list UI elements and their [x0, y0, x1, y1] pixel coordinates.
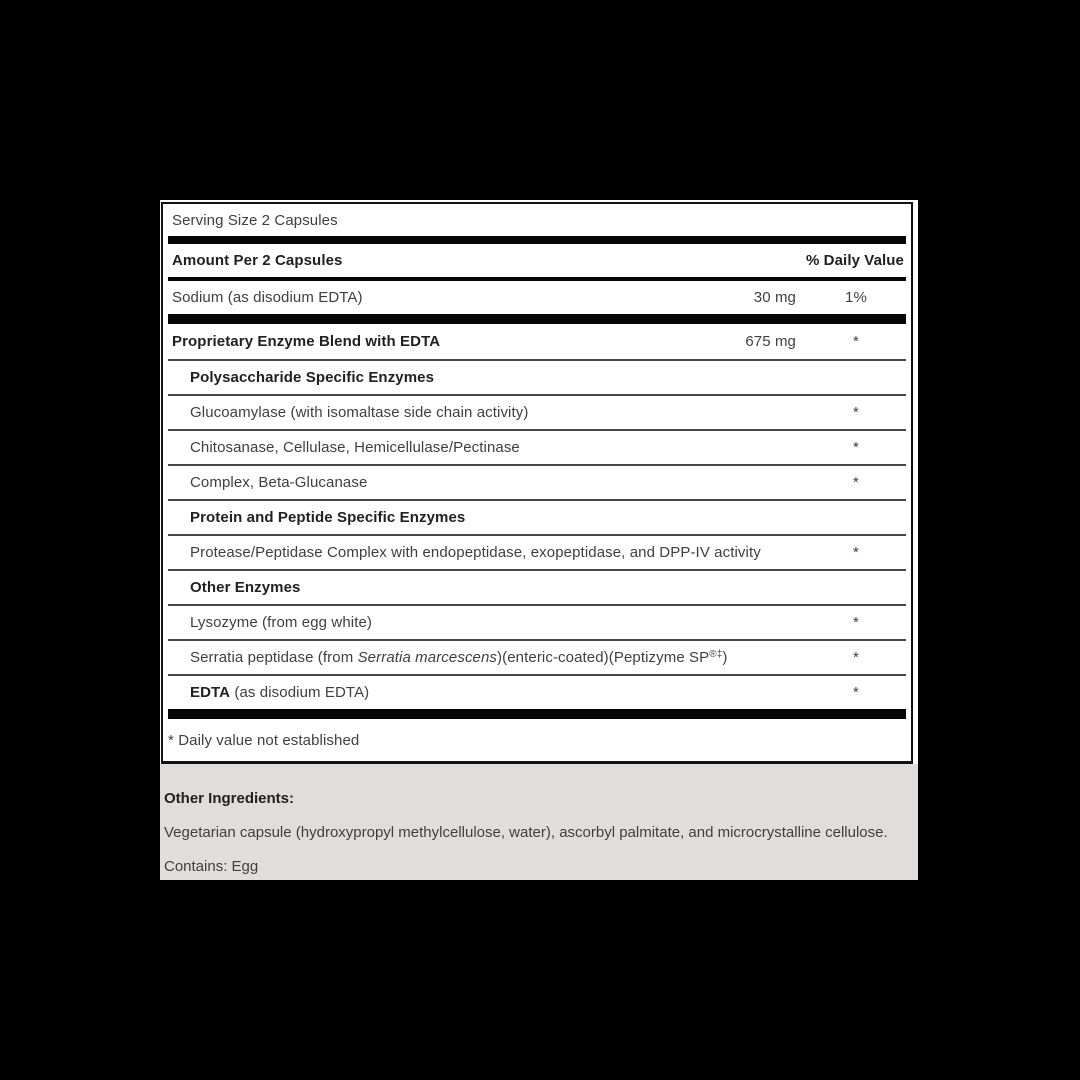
complex-name: Complex, Beta-Glucanase — [190, 474, 368, 491]
amount-per-header: Amount Per 2 Capsules — [172, 252, 343, 269]
serratia-species-italic: Serratia marcescens — [357, 649, 498, 666]
other-ingredients-section — [160, 764, 918, 880]
footnote-text: * Daily value not established — [168, 731, 360, 749]
sodium-daily-value: 1% — [845, 289, 867, 306]
daily-value-header: % Daily Value — [805, 252, 904, 269]
row-protease — [168, 534, 906, 569]
section-heading-other-enzymes — [168, 569, 906, 604]
divider-bar-thick — [168, 709, 906, 719]
column-header-row — [168, 244, 906, 277]
serratia-text-mid: )(enteric-coated)(Peptizyme SP — [497, 649, 710, 666]
edta-name-bold: EDTA — [190, 684, 231, 701]
lysozyme-name: Lysozyme (from egg white) — [190, 614, 373, 631]
serratia-name — [168, 649, 806, 666]
lysozyme-daily-value: * — [853, 614, 859, 631]
edta-name-rest: (as disodium EDTA) — [230, 684, 370, 701]
protease-name: Protease/Peptidase Complex with endopeptidase, exopeptidase, and DPP-IV activity — [190, 544, 761, 561]
serratia-trademark-superscript: ®‡ — [709, 649, 723, 660]
blend-name: Proprietary Enzyme Blend with EDTA — [172, 333, 441, 350]
footnote-row — [168, 719, 906, 761]
supplement-label — [160, 200, 918, 880]
row-proprietary-blend — [168, 324, 906, 359]
complex-daily-value: * — [853, 474, 859, 491]
serratia-daily-value: * — [853, 649, 859, 666]
edta-name — [168, 684, 806, 701]
row-complex-beta-glucanase — [168, 464, 906, 499]
row-sodium — [168, 281, 906, 314]
row-lysozyme — [168, 604, 906, 639]
row-edta — [168, 674, 906, 709]
glucoamylase-daily-value: * — [853, 404, 859, 421]
divider-bar-thick — [168, 236, 906, 244]
supplement-facts-panel — [160, 200, 918, 764]
protein-heading-text: Protein and Peptide Specific Enzymes — [190, 509, 466, 526]
serratia-text-post: ) — [722, 649, 728, 666]
section-heading-polysaccharide — [168, 359, 906, 394]
chitosanase-name: Chitosanase, Cellulase, Hemicellulase/Pectinase — [190, 439, 520, 456]
divider-bar-thick — [168, 314, 906, 324]
other-enzymes-heading-text: Other Enzymes — [190, 579, 301, 596]
polysaccharide-heading-text: Polysaccharide Specific Enzymes — [190, 369, 435, 386]
protease-daily-value: * — [853, 544, 859, 561]
serratia-text-pre: Serratia peptidase (from — [190, 649, 358, 666]
section-heading-protein — [168, 499, 906, 534]
serving-size-row — [168, 204, 906, 236]
glucoamylase-name: Glucoamylase (with isomaltase side chain activity) — [190, 404, 529, 421]
other-ingredients-body: Vegetarian capsule (hydroxypropyl methylcellulose, water), ascorbyl palmitate, and microcrystalline cellulose. — [164, 824, 888, 841]
other-ingredients-title: Other Ingredients: — [164, 790, 295, 807]
row-serratia-peptidase — [168, 639, 906, 674]
contains-statement: Contains: Egg — [164, 858, 259, 875]
row-glucoamylase — [168, 394, 906, 429]
blend-amount: 675 mg — [745, 333, 796, 350]
row-chitosanase — [168, 429, 906, 464]
sodium-amount: 30 mg — [753, 289, 796, 306]
serving-size-text: Serving Size 2 Capsules — [172, 211, 338, 229]
edta-daily-value: * — [853, 684, 859, 701]
supplement-facts-table — [161, 202, 913, 764]
blend-daily-value: * — [853, 333, 859, 350]
chitosanase-daily-value: * — [853, 439, 859, 456]
sodium-name: Sodium (as disodium EDTA) — [172, 289, 363, 306]
